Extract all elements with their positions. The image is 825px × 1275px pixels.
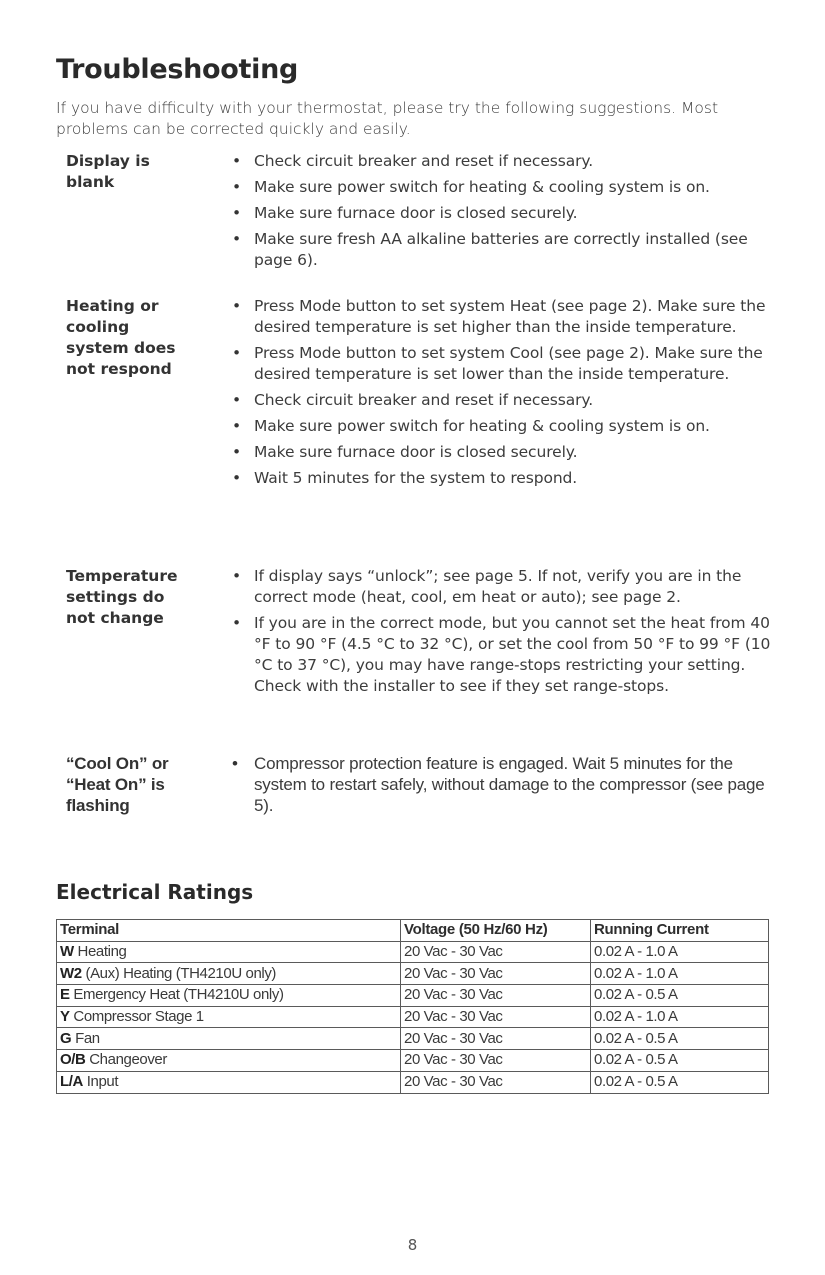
solution-list [232,296,772,494]
solution-item [232,390,772,411]
page-title: Troubleshooting [56,54,299,85]
electrical-ratings-title: Electrical Ratings [56,880,254,904]
terminal-code: E [60,986,70,1004]
solution-text: Press Mode button to set system Heat (see page 2). Make sure the desired temperature is set higher than the inside temperature. [254,297,766,336]
solution-item [232,177,772,198]
current-cell: 0.02 A - 0.5 A [591,1050,769,1072]
bullet-icon: • [232,204,242,222]
solution-item [232,613,772,697]
solution-text: Make sure furnace door is closed securely. [254,204,578,222]
electrical-ratings-table [56,919,769,1094]
table-row [57,1050,769,1072]
solution-item [232,229,772,271]
bullet-icon: • [232,178,242,196]
solution-item [232,203,772,224]
solution-list [232,753,772,821]
current-cell: 0.02 A - 0.5 A [591,1071,769,1093]
terminal-desc: Compressor Stage 1 [73,1008,204,1026]
solution-item [232,566,772,608]
table-header-row [57,920,769,942]
terminal-cell [57,1006,401,1028]
problem-label: Temperature settings do not change [66,567,178,627]
bullet-icon: • [232,391,242,409]
bullet-icon: • [232,754,238,773]
voltage-cell: 20 Vac - 30 Vac [401,985,591,1007]
voltage-cell: 20 Vac - 30 Vac [401,1071,591,1093]
terminal-desc: Heating [77,943,127,961]
bullet-icon: • [232,567,242,585]
solution-text: Make sure fresh AA alkaline batteries are correctly installed (see page 6). [254,230,748,269]
terminal-code: Y [60,1008,70,1026]
table-row [57,985,769,1007]
terminal-code: L/A [60,1073,83,1091]
current-cell: 0.02 A - 0.5 A [591,1028,769,1050]
solution-text: Press Mode button to set system Cool (see page 2). Make sure the desired temperature is set lower than the inside temperature. [254,344,763,383]
bullet-icon: • [232,344,242,362]
terminal-code: G [60,1029,72,1047]
bullet-icon: • [232,417,242,435]
solution-text: Make sure power switch for heating & cooling system is on. [254,417,710,435]
column-header-terminal: Terminal [57,920,401,942]
current-cell: 0.02 A - 1.0 A [591,963,769,985]
bullet-icon: • [232,443,242,461]
voltage-cell: 20 Vac - 30 Vac [401,941,591,963]
page-number: 8 [407,1236,418,1254]
solution-text: Compressor protection feature is engaged. Wait 5 minutes for the system to restart safely, without damage to the compressor (see page 5). [254,754,765,815]
terminal-desc: (Aux) Heating (TH4210U only) [85,964,277,982]
terminal-cell [57,1050,401,1072]
solution-item [232,151,772,172]
solution-text: If display says “unlock”; see page 5. If not, verify you are in the correct mode (heat, cool, em heat or auto); see page 2. [254,567,742,606]
solution-item [232,296,772,338]
terminal-desc: Emergency Heat (TH4210U only) [73,986,284,1004]
terminal-cell [57,985,401,1007]
bullet-icon: • [232,230,242,248]
voltage-cell: 20 Vac - 30 Vac [401,1050,591,1072]
terminal-desc: Changeover [89,1051,167,1069]
table-row [57,1028,769,1050]
current-cell: 0.02 A - 0.5 A [591,985,769,1007]
voltage-cell: 20 Vac - 30 Vac [401,963,591,985]
current-cell: 0.02 A - 1.0 A [591,1006,769,1028]
solution-text: Make sure power switch for heating & cooling system is on. [254,178,710,196]
terminal-cell [57,941,401,963]
solution-text: Check circuit breaker and reset if necessary. [254,152,594,170]
solution-list [232,151,772,276]
solution-item [232,468,772,489]
table-row [57,963,769,985]
solution-item [232,416,772,437]
table-row [57,941,769,963]
bullet-icon: • [232,297,242,315]
solution-item [232,442,772,463]
terminal-cell [57,1071,401,1093]
solution-text: Make sure furnace door is closed securely. [254,443,578,461]
solution-text: Check circuit breaker and reset if necessary. [254,391,594,409]
problem-label: “Cool On” or “Heat On” is flashing [66,754,169,815]
bullet-icon: • [232,469,242,487]
bullet-icon: • [232,152,242,170]
terminal-cell [57,963,401,985]
solution-text: If you are in the correct mode, but you cannot set the heat from 40 °F to 90 °F (4.5 °C to 32 °C), or set the cool from 50 °F to 99 °F (10 °C to 37 °C), you may have range-stops restricting your setting. Check with the installer to see if they set range-stops. [254,614,771,695]
solution-list [232,566,772,702]
terminal-code: W2 [60,964,82,982]
terminal-desc: Fan [75,1029,100,1047]
problem-label: Heating or cooling system does not respond [66,297,176,378]
column-header-voltage: Voltage (50 Hz/60 Hz) [401,920,591,942]
voltage-cell: 20 Vac - 30 Vac [401,1028,591,1050]
solution-item [232,343,772,385]
solution-item [232,753,772,816]
current-cell: 0.02 A - 1.0 A [591,941,769,963]
bullet-icon: • [232,614,242,632]
solution-text: Wait 5 minutes for the system to respond. [254,469,578,487]
terminal-cell [57,1028,401,1050]
column-header-current: Running Current [591,920,769,942]
terminal-code: O/B [60,1051,86,1069]
problem-label: Display is blank [66,152,150,191]
terminal-desc: Input [86,1073,119,1091]
table-row [57,1071,769,1093]
terminal-code: W [60,943,74,961]
table-row [57,1006,769,1028]
voltage-cell: 20 Vac - 30 Vac [401,1006,591,1028]
intro-text: If you have difficulty with your thermostat, please try the following suggestions. Most problems can be corrected quickly and easily. [56,99,719,138]
